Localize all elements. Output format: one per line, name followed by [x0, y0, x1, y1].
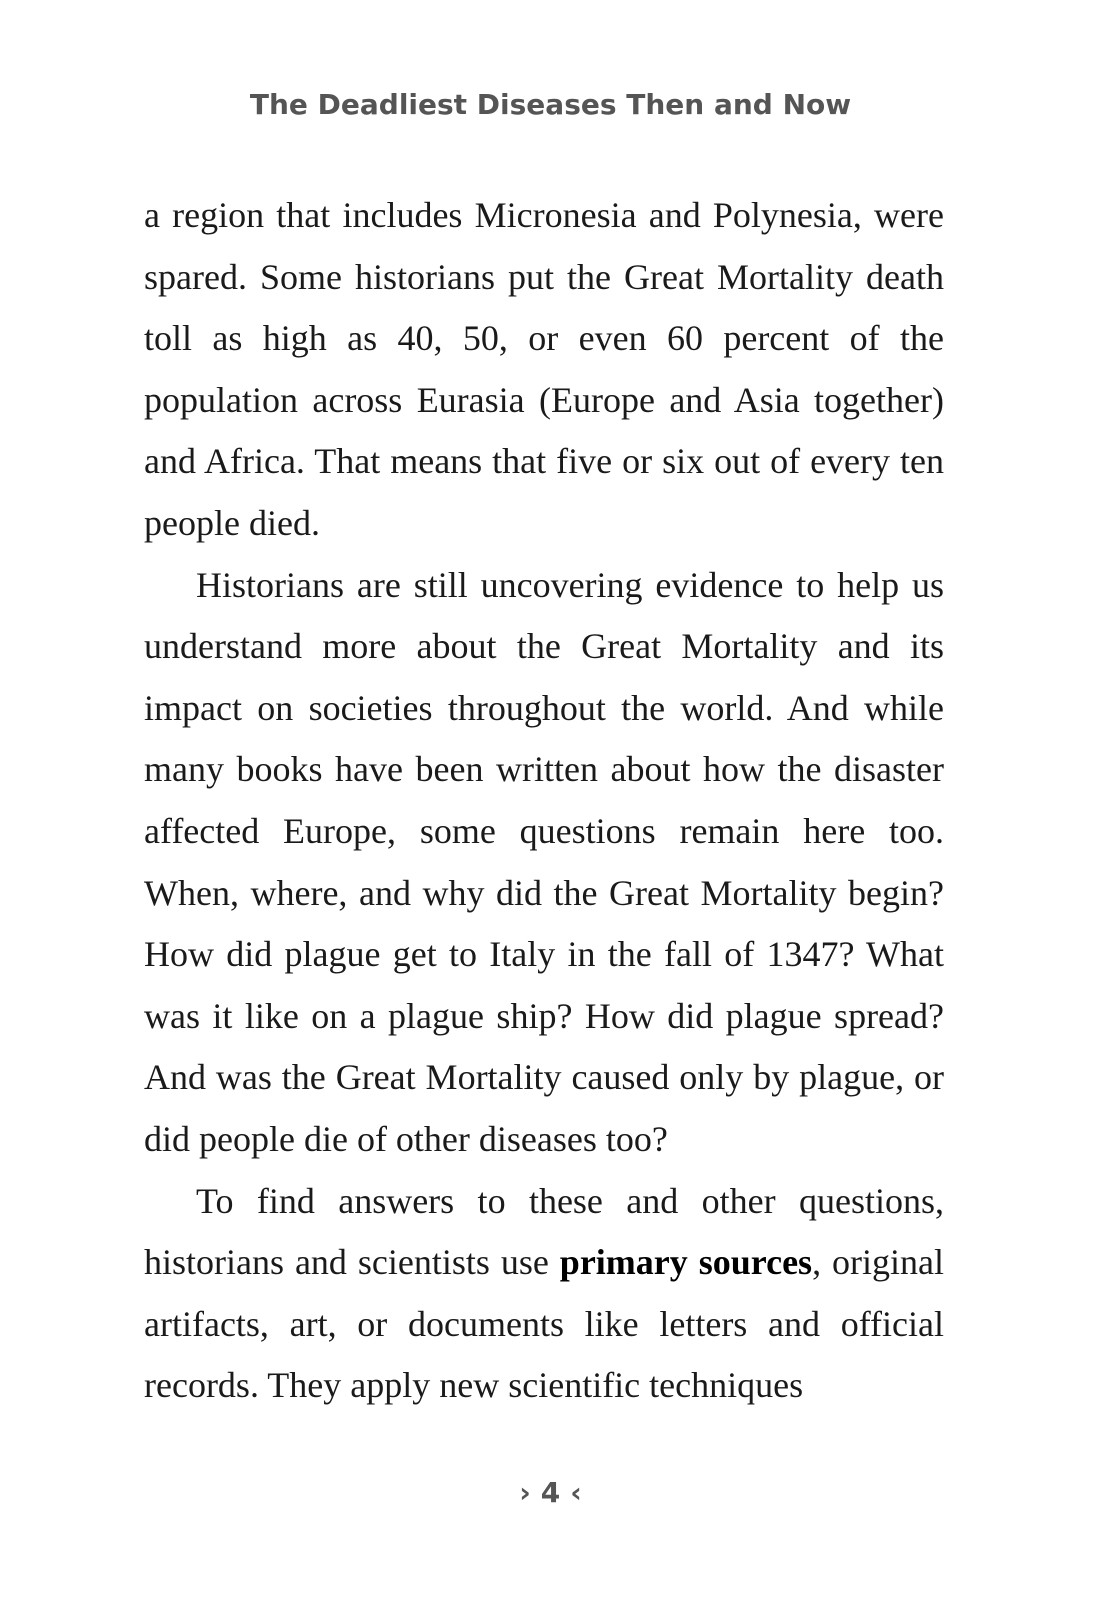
- right-chevron-icon: ›: [519, 1476, 531, 1509]
- primary-sources-term: primary sources: [559, 1242, 813, 1283]
- body-text: [144, 185, 944, 1417]
- paragraph-primary-sources-after: , original artifacts, art, or documents like letters and official records. They apply new scientific techniques: [144, 1242, 944, 1406]
- left-chevron-icon: ‹: [570, 1476, 582, 1509]
- paragraph-primary-sources: [144, 1171, 944, 1417]
- paragraph-continuation: a region that includes Micronesia and Polynesia, were spared. Some historians put the Great Mortality death toll as high as 40, 50, or even 60 percent of the population across Eurasia (Europe and Asia together) and Africa. That means that five or six out of every ten people died.: [144, 195, 944, 543]
- page-number: 4: [540, 1476, 561, 1509]
- folio: [0, 1476, 1101, 1509]
- paragraph-primary-sources-before: To find answers to these and other questions, historians and scientists use: [144, 1180, 944, 1283]
- running-head: The Deadliest Diseases Then and Now: [249, 88, 852, 121]
- paragraph-historians: Historians are still uncovering evidence to help us understand more about the Great Mortality and its impact on societies throughout the world. And while many books have been written about how the disaster affected Europe, some questions remain here too. When, where, and why did the Great Mortality begin? How did plague get to Italy in the fall of 1347? What was it like on a plague ship? How did plague spread? And was the Great Mortality caused only by plague, or did people die of other diseases too?: [144, 564, 944, 1159]
